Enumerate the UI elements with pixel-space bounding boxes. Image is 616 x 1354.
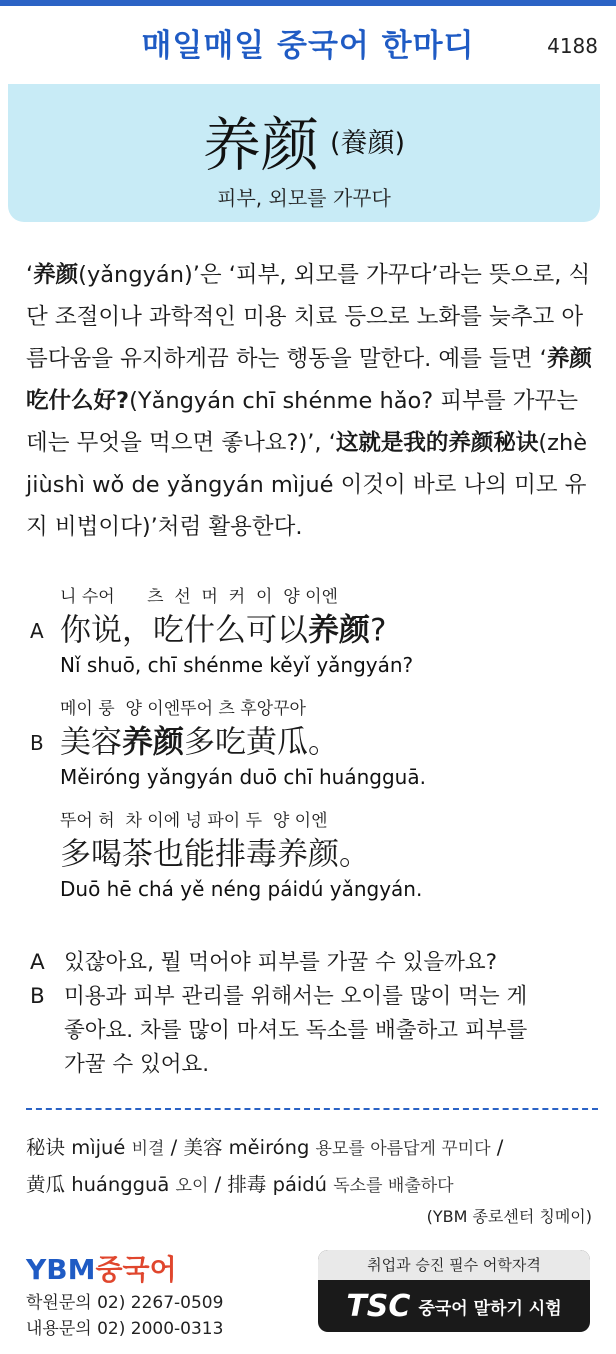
vocab-pinyin: mìjué	[71, 1136, 126, 1159]
explanation-text: (Yǎngyán chī shénme hǎo? 피부를 가꾸는 데는 무엇을 먹으면 좋나요?)’, ‘	[26, 388, 578, 456]
dialogue-line-b-continued	[30, 810, 422, 902]
vocab-pinyin: huángguā	[71, 1173, 170, 1196]
vocab-gloss: 용모를 아름답게 꾸미다	[315, 1139, 491, 1159]
explanation-paragraph	[26, 254, 594, 548]
dialogue-line-b	[30, 698, 426, 790]
pinyin-line: Duō hē chá yě néng páidú yǎngyán.	[60, 876, 423, 901]
vocab-separator: /	[208, 1173, 228, 1196]
word-traditional: (養顔)	[330, 127, 406, 159]
issue-number: 4188	[547, 34, 598, 58]
contact-phone: 02) 2267-0509	[97, 1293, 224, 1313]
explanation-example-1: 养颜吃什么好?	[26, 346, 592, 414]
top-accent-line	[0, 0, 616, 6]
vocab-hanzi: 秘诀	[26, 1136, 66, 1159]
contact-phone: 02) 2000-0313	[97, 1319, 224, 1339]
explanation-example-2: 这就是我的养颜秘诀	[335, 430, 539, 456]
ad-description: 중국어 말하기 시험	[418, 1298, 562, 1319]
word-hanzi: 养颜	[202, 111, 319, 179]
chinese-text	[60, 725, 339, 761]
explanation-text: (zhè jiùshì wǒ de yǎngyán mìjué 이것이 바로 나의 미모 유지 비법이다)’처럼 활용한다.	[26, 430, 588, 540]
vocab-hanzi: 美容	[183, 1136, 223, 1159]
word-box	[8, 84, 600, 222]
vocab-separator: /	[164, 1136, 184, 1159]
ad-logo-row	[318, 1280, 590, 1332]
tsc-logo: TSC	[346, 1288, 411, 1324]
dashed-divider	[26, 1108, 598, 1110]
translation-row-a	[30, 946, 590, 980]
contact-label: 학원문의	[26, 1293, 92, 1313]
speaker-label: A	[30, 618, 44, 643]
brand-en: YBM	[26, 1253, 96, 1286]
translation-line: 좋아요. 차를 많이 마셔도 독소를 배출하고 피부를	[64, 1018, 528, 1043]
chinese-text	[60, 613, 386, 649]
chinese-text-part: ?	[370, 612, 387, 649]
vocab-pinyin: měiróng	[228, 1136, 310, 1159]
chinese-keyword: 养颜	[122, 724, 184, 761]
explanation-text: (yǎngyán)’은 ‘피부, 외모를 가꾸다’라는 뜻으로, 식단 조절이나 과학적인 미용 치료 등으로 노화를 늦추고 아름다움을 유지하게끔 하는 행동을 말한다. 예를 들면 ‘	[26, 262, 591, 372]
translation-line: 있잖아요, 뭘 먹어야 피부를 가꿀 수 있을까요?	[64, 950, 498, 975]
vocab-hanzi: 黄瓜	[26, 1173, 66, 1196]
korean-pronunciation: 니 수어 츠 선 머 커 이 양 이엔	[60, 587, 338, 607]
chinese-keyword: 养颜	[308, 612, 370, 649]
chinese-text	[60, 837, 370, 873]
dialogue-line-a	[30, 586, 413, 678]
explanation-bold-word: 养颜	[33, 262, 79, 288]
contact-content	[26, 1314, 223, 1339]
korean-pronunciation: 메이 룽 양 이엔뚜어 츠 후앙꾸아	[60, 699, 306, 719]
ybm-logo	[26, 1248, 177, 1288]
translation-text	[64, 946, 497, 980]
translation-text	[64, 980, 527, 1082]
header-title: 매일매일 중국어 한마디	[141, 28, 475, 64]
chinese-text-part: 美容	[60, 724, 122, 761]
korean-translation	[30, 946, 590, 1082]
chinese-text-part: 多喝茶也能排毒养颜。	[60, 836, 370, 873]
translation-row-b	[30, 980, 590, 1082]
vocabulary-list	[26, 1130, 596, 1204]
explanation-text: ‘	[26, 262, 34, 288]
word-heading	[8, 98, 600, 182]
vocab-pinyin: páidú	[272, 1173, 328, 1196]
chinese-text-part: 你说，吃什么可以	[60, 612, 308, 649]
translation-line: 미용과 피부 관리를 위해서는 오이를 많이 먹는 게	[64, 984, 528, 1009]
translation-line: 가꿀 수 있어요.	[64, 1052, 210, 1077]
vocab-line	[26, 1167, 596, 1204]
chinese-sentence	[30, 608, 413, 652]
chinese-sentence	[30, 832, 422, 876]
pinyin-line: Nǐ shuō, chī shénme kěyǐ yǎngyán?	[60, 652, 414, 677]
pinyin-line: Měiróng yǎngyán duō chī huángguā.	[60, 764, 426, 789]
chinese-sentence	[30, 720, 426, 764]
vocab-gloss: 독소를 배출하다	[333, 1176, 454, 1196]
chinese-text-part: 多吃黄瓜。	[184, 724, 339, 761]
vocab-separator: /	[490, 1136, 504, 1159]
contact-academy	[26, 1288, 223, 1313]
vocab-line	[26, 1130, 596, 1167]
brand-ko: 중국어	[95, 1253, 177, 1286]
speaker-label: B	[30, 984, 45, 1009]
vocab-gloss: 비결	[131, 1139, 165, 1159]
speaker-label: A	[30, 950, 45, 975]
speaker-label: B	[30, 730, 44, 755]
vocab-hanzi: 排毒	[227, 1173, 267, 1196]
ad-tagline: 취업과 승진 필수 어학자격	[318, 1250, 590, 1280]
word-meaning: 피부, 외모를 가꾸다	[217, 186, 391, 210]
author-credit: (YBM 종로센터 칭메이)	[426, 1207, 592, 1226]
tsc-ad-banner	[318, 1250, 590, 1332]
korean-pronunciation: 뚜어 허 차 이에 넝 파이 두 양 이엔	[60, 811, 328, 831]
vocab-gloss: 오이	[175, 1176, 209, 1196]
contact-label: 내용문의	[26, 1319, 92, 1339]
